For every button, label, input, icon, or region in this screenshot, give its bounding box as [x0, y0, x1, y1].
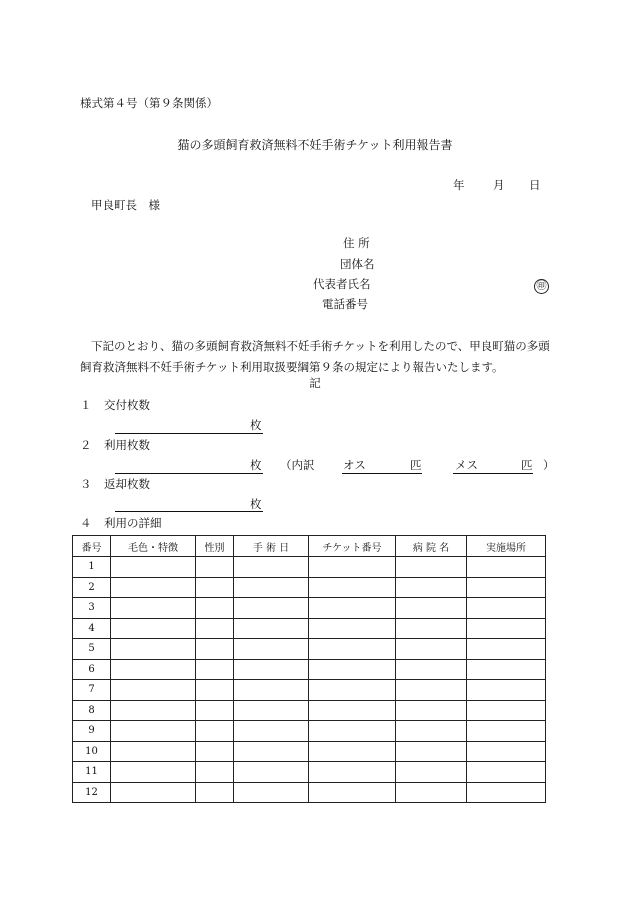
coat-color-cell[interactable]: [111, 782, 196, 803]
coat-color-cell[interactable]: [111, 659, 196, 680]
location-cell[interactable]: [467, 639, 546, 660]
surgery-date-cell[interactable]: [234, 639, 309, 660]
used-count-label: 利用枚数: [104, 438, 150, 452]
table-row: [73, 680, 546, 701]
hospital-name-cell[interactable]: [396, 762, 467, 783]
returned-count-row: [80, 479, 150, 491]
item-number: ２: [80, 438, 92, 452]
location-cell[interactable]: [467, 680, 546, 701]
hospital-name-cell[interactable]: [396, 659, 467, 680]
location-cell[interactable]: [467, 577, 546, 598]
ticket-number-cell[interactable]: [309, 557, 396, 578]
group-name-label: 団体名: [340, 257, 375, 271]
row-number: 3: [73, 598, 111, 619]
hospital-name-cell[interactable]: [396, 782, 467, 803]
used-count-field[interactable]: [115, 458, 263, 474]
sex-cell[interactable]: [196, 659, 234, 680]
row-number: 7: [73, 680, 111, 701]
addressee: 甲良町長 様: [91, 198, 160, 212]
surgery-date-cell[interactable]: [234, 762, 309, 783]
ticket-number-cell[interactable]: [309, 762, 396, 783]
table-header-row: [73, 536, 546, 557]
ticket-number-cell[interactable]: [309, 639, 396, 660]
sex-cell[interactable]: [196, 762, 234, 783]
sex-cell[interactable]: [196, 721, 234, 742]
coat-color-cell[interactable]: [111, 598, 196, 619]
hospital-name-cell[interactable]: [396, 618, 467, 639]
ticket-number-cell[interactable]: [309, 618, 396, 639]
ticket-number-cell[interactable]: [309, 782, 396, 803]
surgery-date-cell[interactable]: [234, 598, 309, 619]
row-number: 10: [73, 741, 111, 762]
table-row: [73, 618, 546, 639]
issued-count-field[interactable]: [115, 418, 263, 434]
header-location: 実施場所: [467, 536, 546, 557]
hospital-name-cell[interactable]: [396, 577, 467, 598]
ticket-number-cell[interactable]: [309, 741, 396, 762]
sex-cell[interactable]: [196, 618, 234, 639]
row-number: 11: [73, 762, 111, 783]
phone-number-label: 電話番号: [322, 297, 368, 311]
row-number: 8: [73, 700, 111, 721]
hospital-name-cell[interactable]: [396, 680, 467, 701]
document-title: 猫の多頭飼育救済無料不妊手術チケット利用報告書: [177, 138, 453, 152]
coat-color-cell[interactable]: [111, 700, 196, 721]
header-surgery-date: 手 術 日: [234, 536, 309, 557]
coat-color-cell[interactable]: [111, 721, 196, 742]
usage-details-table: [72, 535, 546, 803]
issued-count-row: [80, 400, 150, 412]
month-label: 月: [493, 178, 505, 192]
location-cell[interactable]: [467, 618, 546, 639]
sheet-unit: 枚: [250, 418, 262, 432]
surgery-date-cell[interactable]: [234, 680, 309, 701]
sheet-unit: 枚: [250, 458, 262, 472]
location-cell[interactable]: [467, 762, 546, 783]
coat-color-cell[interactable]: [111, 680, 196, 701]
form-number: 様式第４号（第９条関係）: [80, 96, 218, 110]
sex-cell[interactable]: [196, 700, 234, 721]
ticket-number-cell[interactable]: [309, 680, 396, 701]
sex-cell[interactable]: [196, 680, 234, 701]
table-row: [73, 762, 546, 783]
returned-count-field[interactable]: [115, 499, 263, 512]
hospital-name-cell[interactable]: [396, 557, 467, 578]
male-unit: 匹: [410, 458, 422, 472]
table-row: [73, 721, 546, 742]
surgery-date-cell[interactable]: [234, 557, 309, 578]
item-number: ３: [80, 477, 92, 491]
female-unit: 匹: [521, 458, 533, 472]
sex-cell[interactable]: [196, 598, 234, 619]
used-count-row: [80, 440, 150, 452]
ticket-number-cell[interactable]: [309, 577, 396, 598]
hospital-name-cell[interactable]: [396, 639, 467, 660]
row-number: 4: [73, 618, 111, 639]
sex-cell[interactable]: [196, 557, 234, 578]
header-number: 番号: [73, 536, 111, 557]
usage-details-label: 利用の詳細: [104, 516, 162, 530]
ki-heading: 記: [309, 376, 321, 390]
coat-color-cell[interactable]: [111, 618, 196, 639]
hospital-name-cell[interactable]: [396, 721, 467, 742]
table-row: [73, 639, 546, 660]
address-label: 住 所: [343, 236, 370, 250]
location-cell[interactable]: [467, 700, 546, 721]
row-number: 5: [73, 639, 111, 660]
location-cell[interactable]: [467, 659, 546, 680]
header-coat-color: 毛色・特徴: [111, 536, 196, 557]
header-hospital-name: 病 院 名: [396, 536, 467, 557]
surgery-date-cell[interactable]: [234, 659, 309, 680]
ticket-number-cell[interactable]: [309, 721, 396, 742]
breakdown-open: （内訳: [280, 458, 315, 472]
sex-cell[interactable]: [196, 639, 234, 660]
female-label: メス: [455, 458, 478, 472]
issued-count-label: 交付枚数: [104, 398, 150, 412]
coat-color-cell[interactable]: [111, 741, 196, 762]
header-ticket-number: チケット番号: [309, 536, 396, 557]
table-row: [73, 598, 546, 619]
coat-color-cell[interactable]: [111, 762, 196, 783]
location-cell[interactable]: [467, 598, 546, 619]
item-number: １: [80, 398, 92, 412]
day-label: 日: [529, 178, 541, 192]
sex-cell[interactable]: [196, 741, 234, 762]
sheet-unit: 枚: [250, 497, 262, 511]
row-number: 6: [73, 659, 111, 680]
row-number: 12: [73, 782, 111, 803]
coat-color-cell[interactable]: [111, 557, 196, 578]
ticket-number-cell[interactable]: [309, 598, 396, 619]
table-row: [73, 782, 546, 803]
usage-details-heading: [80, 518, 162, 530]
coat-color-cell[interactable]: [111, 577, 196, 598]
location-cell[interactable]: [467, 721, 546, 742]
male-label: オス: [343, 458, 366, 472]
surgery-date-cell[interactable]: [234, 741, 309, 762]
surgery-date-cell[interactable]: [234, 721, 309, 742]
seal-mark: ㊞: [534, 279, 549, 294]
table-row: [73, 577, 546, 598]
year-label: 年: [453, 178, 465, 192]
ticket-number-cell[interactable]: [309, 700, 396, 721]
row-number: 2: [73, 577, 111, 598]
location-cell[interactable]: [467, 557, 546, 578]
header-sex: 性別: [196, 536, 234, 557]
table-row: [73, 557, 546, 578]
coat-color-cell[interactable]: [111, 639, 196, 660]
surgery-date-cell[interactable]: [234, 577, 309, 598]
row-number: 1: [73, 557, 111, 578]
representative-name-label: 代表者氏名: [313, 277, 371, 291]
table-row: [73, 700, 546, 721]
item-number: ４: [80, 516, 92, 530]
hospital-name-cell[interactable]: [396, 700, 467, 721]
surgery-date-cell[interactable]: [234, 618, 309, 639]
surgery-date-cell[interactable]: [234, 782, 309, 803]
surgery-date-cell[interactable]: [234, 700, 309, 721]
breakdown-close: ）: [543, 458, 555, 472]
table-row: [73, 659, 546, 680]
ticket-number-cell[interactable]: [309, 659, 396, 680]
table-row: [73, 741, 546, 762]
hospital-name-cell[interactable]: [396, 598, 467, 619]
returned-count-label: 返却枚数: [104, 477, 150, 491]
location-cell[interactable]: [467, 741, 546, 762]
report-statement: 下記のとおり、猫の多頭飼育救済無料不妊手術チケットを利用したので、甲良町猫の多頭飼育救済無料不妊手術チケット利用取扱要綱第９条の規定により報告いたします。: [80, 339, 550, 374]
location-cell[interactable]: [467, 782, 546, 803]
sex-cell[interactable]: [196, 577, 234, 598]
sex-cell[interactable]: [196, 782, 234, 803]
row-number: 9: [73, 721, 111, 742]
hospital-name-cell[interactable]: [396, 741, 467, 762]
